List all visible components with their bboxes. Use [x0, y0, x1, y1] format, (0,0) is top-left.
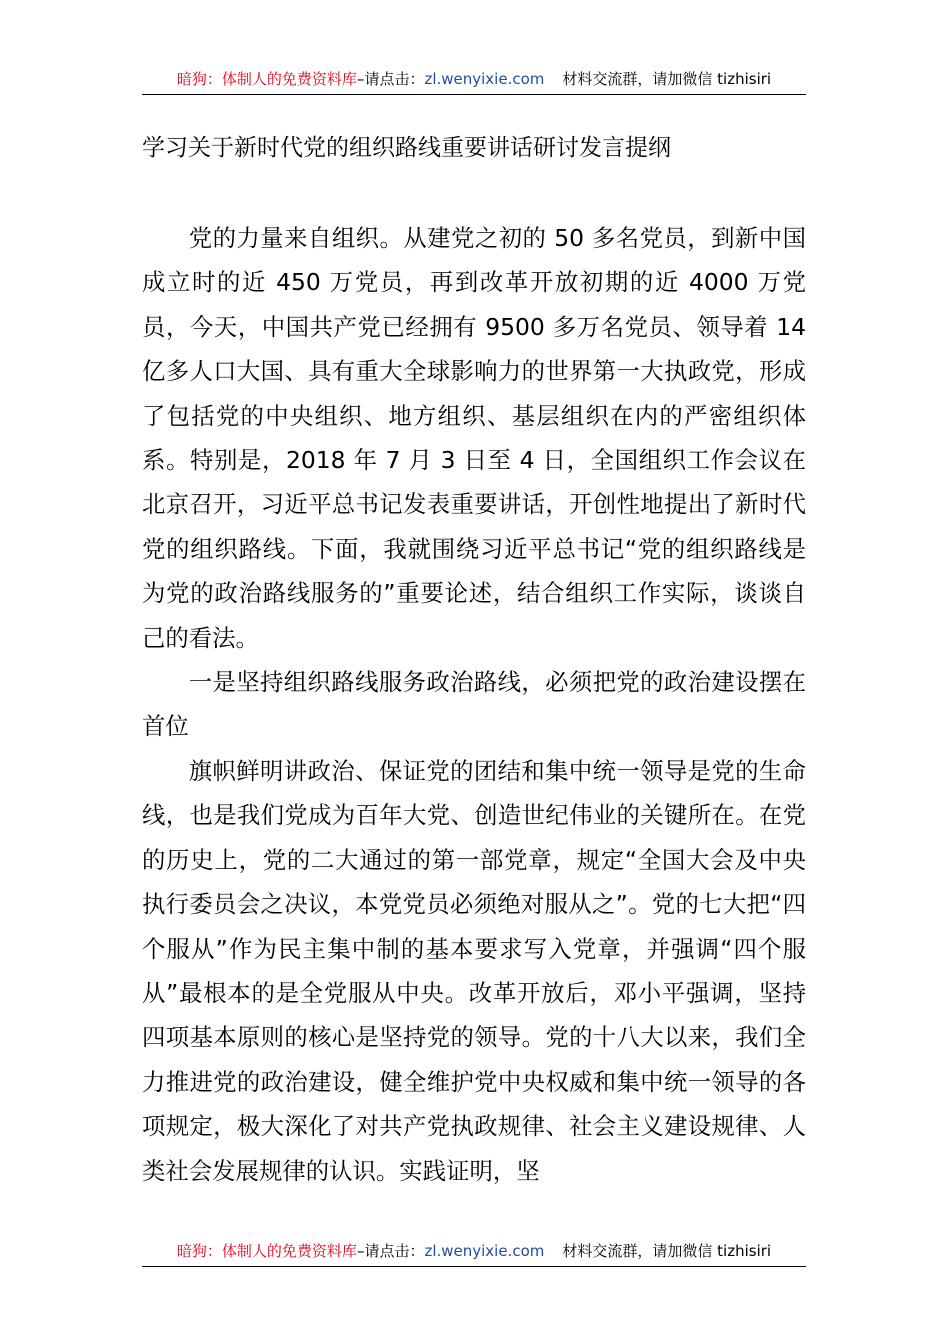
header-group-note: 材料交流群，请加微信 tizhisiri: [562, 70, 772, 88]
header-click-cue: –请点击：: [356, 70, 425, 88]
header-brand-text: 暗狗：体制人的免费资料库: [176, 70, 357, 88]
header-site-link[interactable]: zl.wenyixie.com: [424, 70, 545, 88]
footer-brand-text: 暗狗：体制人的免费资料库: [176, 1242, 357, 1260]
body-paragraph-section-one: 旗帜鲜明讲政治、保证党的团结和集中统一领导是党的生命线，也是我们党成为百年大党、创造世纪伟业的关键所在。在党的历史上，党的二大通过的第一部党章，规定“全国大会及中央执行委员会之决议，本党党员必须绝对服从之”。党的七大把“四个服从”作为民主集中制的基本要求写入党章，并强调“四个服从”最根本的是全党服从中央。改革开放后，邓小平强调，坚持四项基本原则的核心是坚持党的领导。党的十八大以来，我们全力推进党的政治建设，健全维护党中央权威和集中统一领导的各项规定，极大深化了对共产党执政规律、社会主义建设规律、人类社会发展规律的认识。实践证明，坚: [142, 756, 806, 1185]
page-header-banner: [142, 64, 806, 95]
footer-click-cue: –请点击：: [356, 1242, 425, 1260]
footer-site-link[interactable]: zl.wenyixie.com: [424, 1242, 545, 1260]
page-footer-banner: [142, 1236, 806, 1267]
footer-group-note: 材料交流群，请加微信 tizhisiri: [562, 1242, 772, 1260]
document-title: 学习关于新时代党的组织路线重要讲话研讨发言提纲: [142, 135, 671, 161]
section-heading-one: 一是坚持组织路线服务政治路线，必须把党的政治建设摆在首位: [142, 668, 806, 741]
body-paragraph-intro: 党的力量来自组织。从建党之初的 50 多名党员，到新中国成立时的近 450 万党员，再到改革开放初期的近 4000 万党员，今天，中国共产党已经拥有 9500 多万名党员、领导着 14 亿多人口大国、具有重大全球影响力的世界第一大执政党，形成了包括党的中央组织、地方组织、基层组织在内的严密组织体系。特别是，2018 年 7 月 3 日至 4 日，全国组织工作会议在北京召开，习近平总书记发表重要讲话，开创性地提出了新时代党的组织路线。下面，我就围绕习近平总书记“党的组织路线是为党的政治路线服务的”重要论述，结合组织工作实际，谈谈自己的看法。: [142, 224, 806, 652]
document-body: [142, 216, 806, 1193]
